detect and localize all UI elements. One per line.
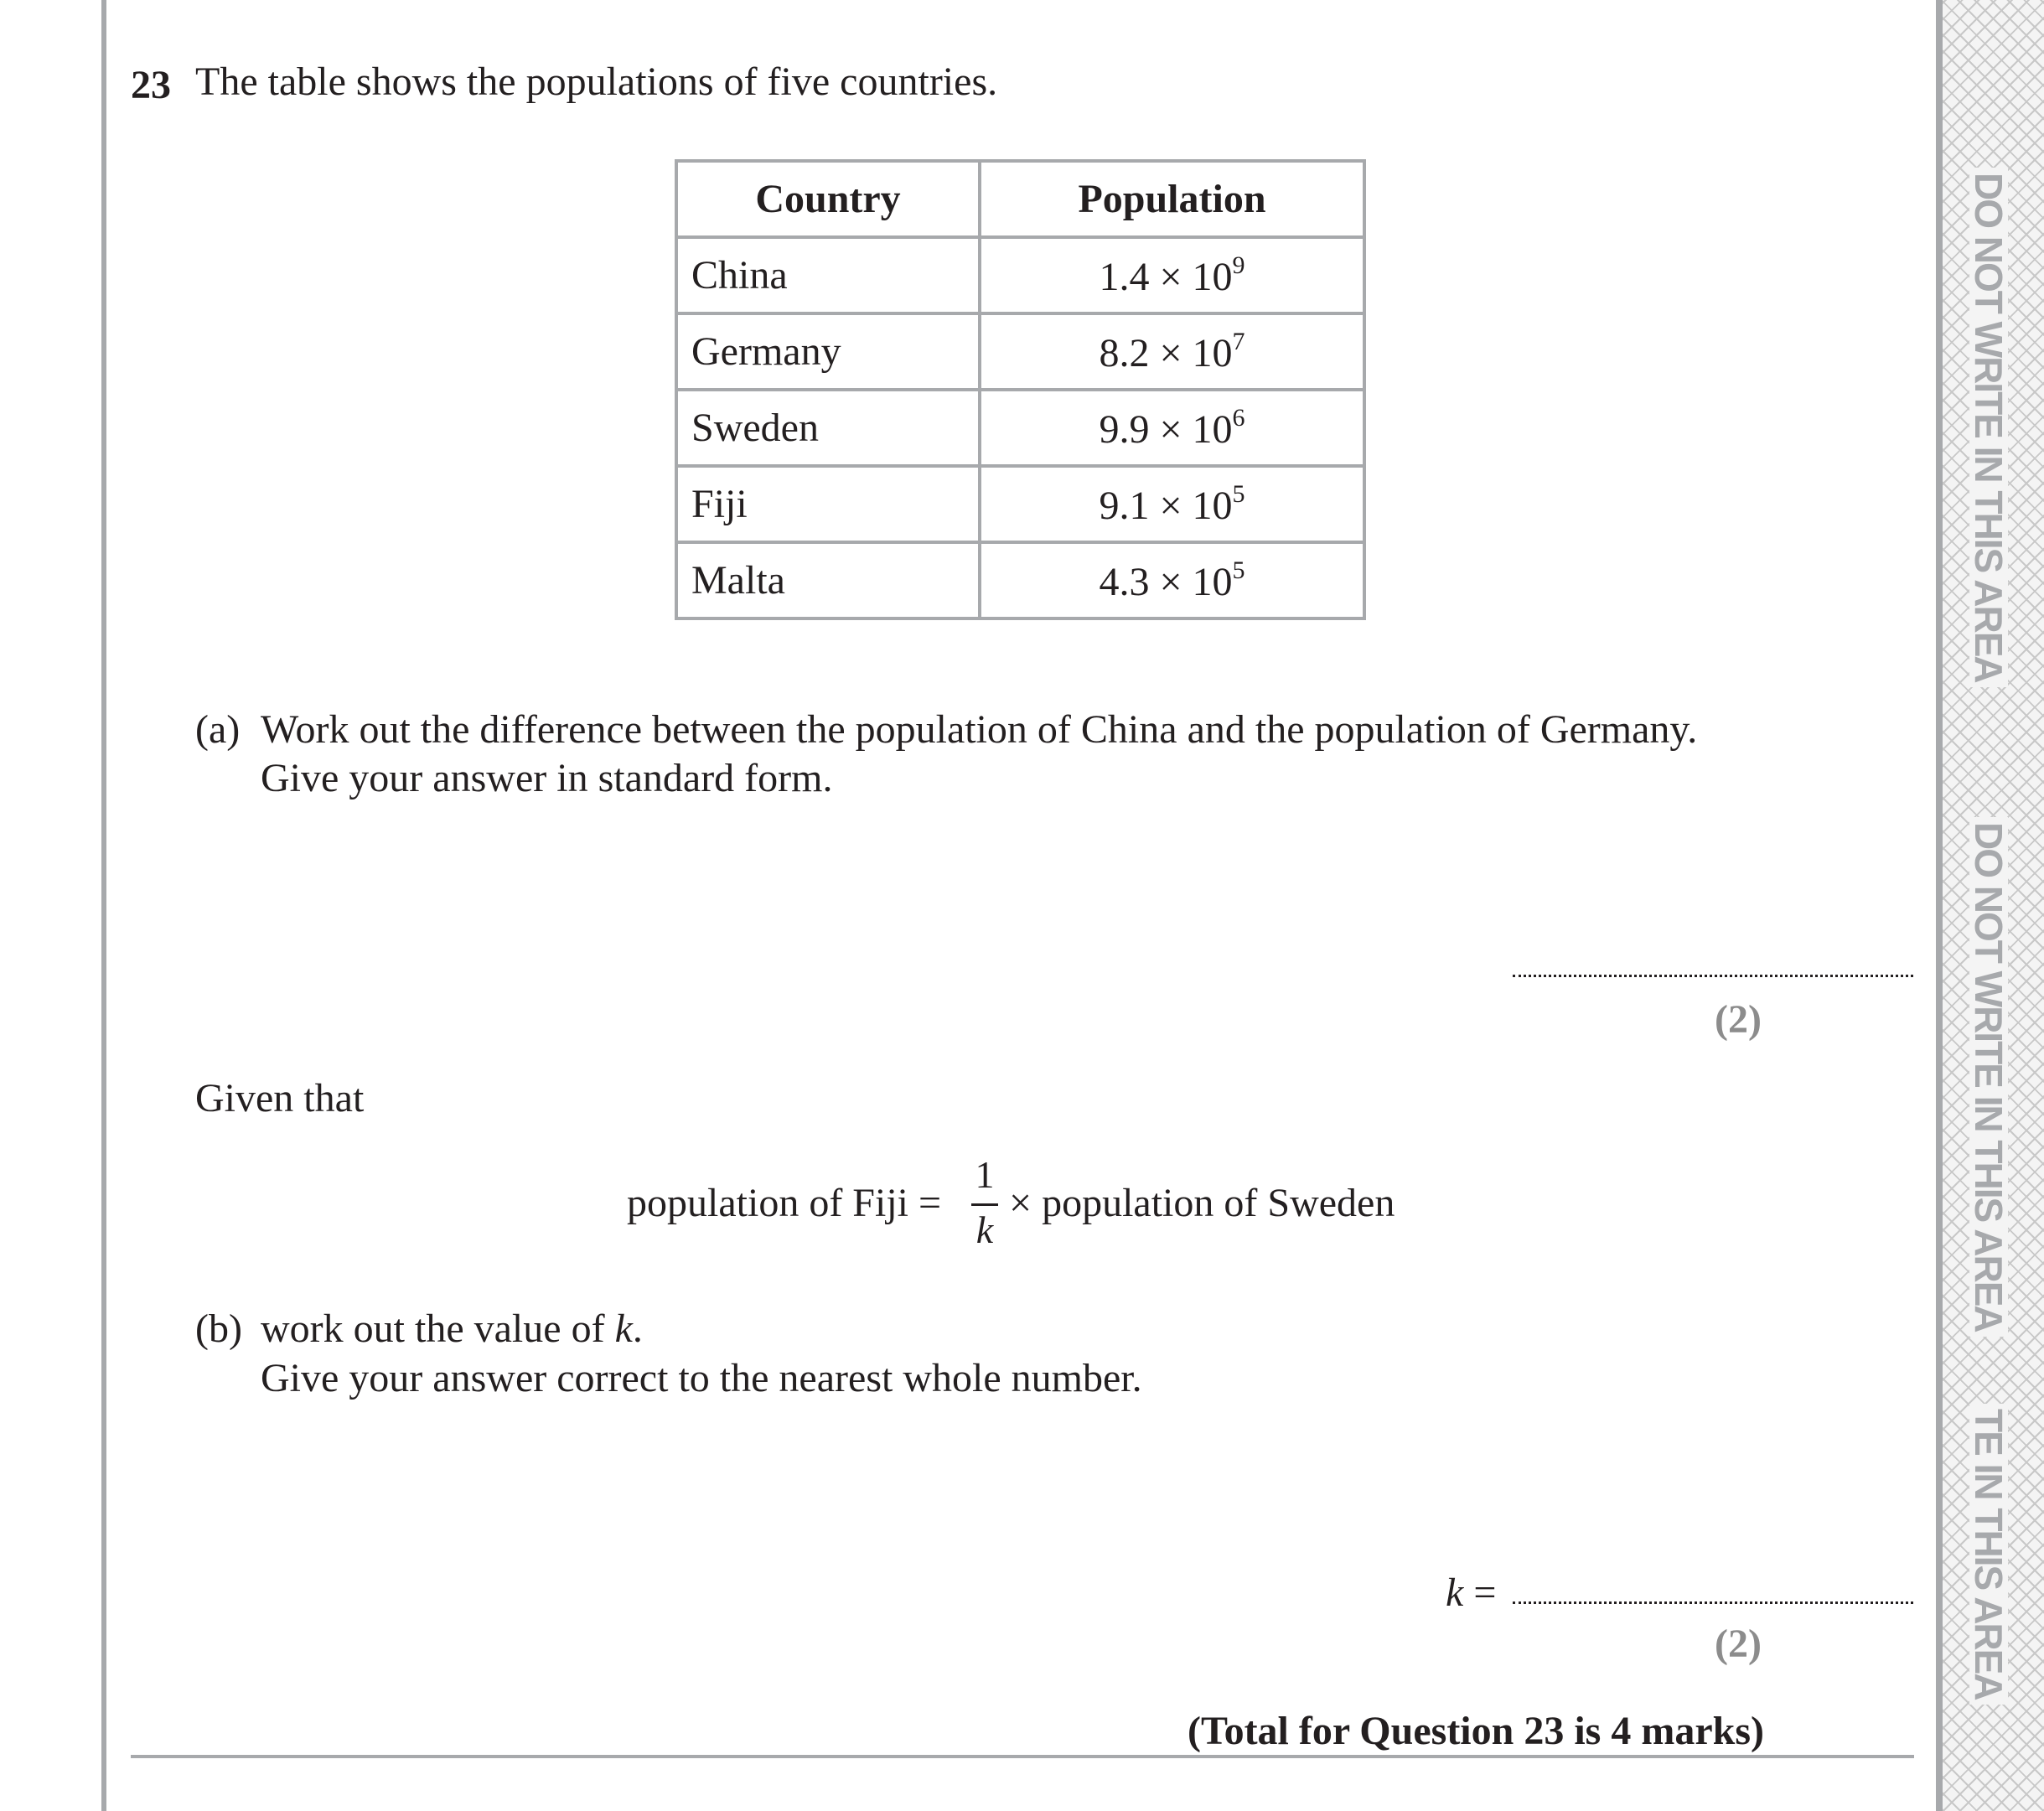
table-row [676, 313, 1364, 390]
part-a-label: (a) [195, 707, 241, 752]
question-end-rule [131, 1755, 1914, 1758]
fraction-bar [971, 1203, 998, 1206]
part-b-label: (b) [195, 1307, 242, 1351]
country-cell: Fiji [676, 466, 980, 542]
exponent: 9 [1232, 251, 1245, 279]
part-a-answer-line[interactable] [1513, 975, 1913, 977]
question-number: 23 [131, 63, 171, 107]
times-sign: × [1159, 254, 1182, 299]
times-sign: × [1159, 559, 1182, 604]
formula-left-side: population of Fiji = [627, 1181, 942, 1225]
power-base: 10 [1192, 254, 1233, 299]
mantissa: 9.1 [1099, 483, 1150, 528]
population-cell [980, 542, 1364, 618]
part-b-instruction: Give your answer correct to the nearest whole number. [261, 1356, 1142, 1400]
table-row [676, 542, 1364, 618]
exponent: 5 [1232, 556, 1245, 584]
answer-k-label [1446, 1570, 1497, 1615]
part-a-question: Work out the difference between the population of China and the population of Germany. [261, 707, 1698, 752]
times-sign: × [1159, 406, 1182, 452]
given-that-text: Given that [195, 1076, 365, 1120]
part-b-question [261, 1309, 643, 1349]
margin-label-bottom: TE IN THIS AREA [1969, 1404, 2008, 1705]
variable-k: k [614, 1307, 633, 1351]
mantissa: 8.2 [1099, 330, 1150, 375]
exponent: 7 [1232, 327, 1245, 355]
left-page-border [101, 0, 106, 1811]
country-cell: Sweden [676, 390, 980, 466]
part-b-answer-line[interactable] [1513, 1601, 1913, 1604]
table-row [676, 466, 1364, 542]
header-population: Population [980, 161, 1364, 237]
margin-label-top: DO NOT WRITE IN THIS AREA [1969, 168, 2008, 687]
power-base: 10 [1192, 406, 1233, 452]
mantissa: 4.3 [1099, 559, 1150, 604]
fraction-denominator: k [975, 1208, 994, 1251]
mantissa: 9.9 [1099, 406, 1150, 452]
formula-right-side: × population of Sweden [1009, 1181, 1395, 1225]
part-a-instruction: Give your answer in standard form. [261, 756, 833, 800]
population-cell [980, 313, 1364, 390]
header-country: Country [676, 161, 980, 237]
mantissa: 1.4 [1099, 254, 1150, 299]
table-row [676, 390, 1364, 466]
part-b-question-suffix: . [632, 1307, 643, 1351]
question-intro: The table shows the populations of five countries. [195, 60, 998, 104]
answer-variable-k: k [1446, 1570, 1464, 1615]
power-base: 10 [1192, 559, 1233, 604]
population-cell [980, 237, 1364, 313]
fraction-one-over-k [955, 1152, 1014, 1257]
exponent: 6 [1232, 403, 1245, 432]
margin-label-middle: DO NOT WRITE IN THIS AREA [1969, 817, 2008, 1337]
table-header-row [676, 161, 1364, 237]
country-cell: Malta [676, 542, 980, 618]
table-row [676, 237, 1364, 313]
part-b-marks: (2) [1715, 1622, 1762, 1666]
population-cell [980, 466, 1364, 542]
country-cell: China [676, 237, 980, 313]
times-sign: × [1159, 330, 1182, 375]
power-base: 10 [1192, 330, 1233, 375]
times-sign: × [1159, 483, 1182, 528]
answer-equals: = [1473, 1570, 1497, 1615]
right-margin-rule [1936, 0, 1943, 1811]
part-b-question-prefix: work out the value of [261, 1307, 615, 1351]
total-marks: (Total for Question 23 is 4 marks) [1187, 1709, 1764, 1753]
fraction-numerator: 1 [975, 1153, 995, 1196]
exponent: 5 [1232, 479, 1245, 508]
part-a-marks: (2) [1715, 997, 1762, 1042]
power-base: 10 [1192, 483, 1233, 528]
population-table [675, 159, 1366, 620]
country-cell: Germany [676, 313, 980, 390]
population-cell [980, 390, 1364, 466]
